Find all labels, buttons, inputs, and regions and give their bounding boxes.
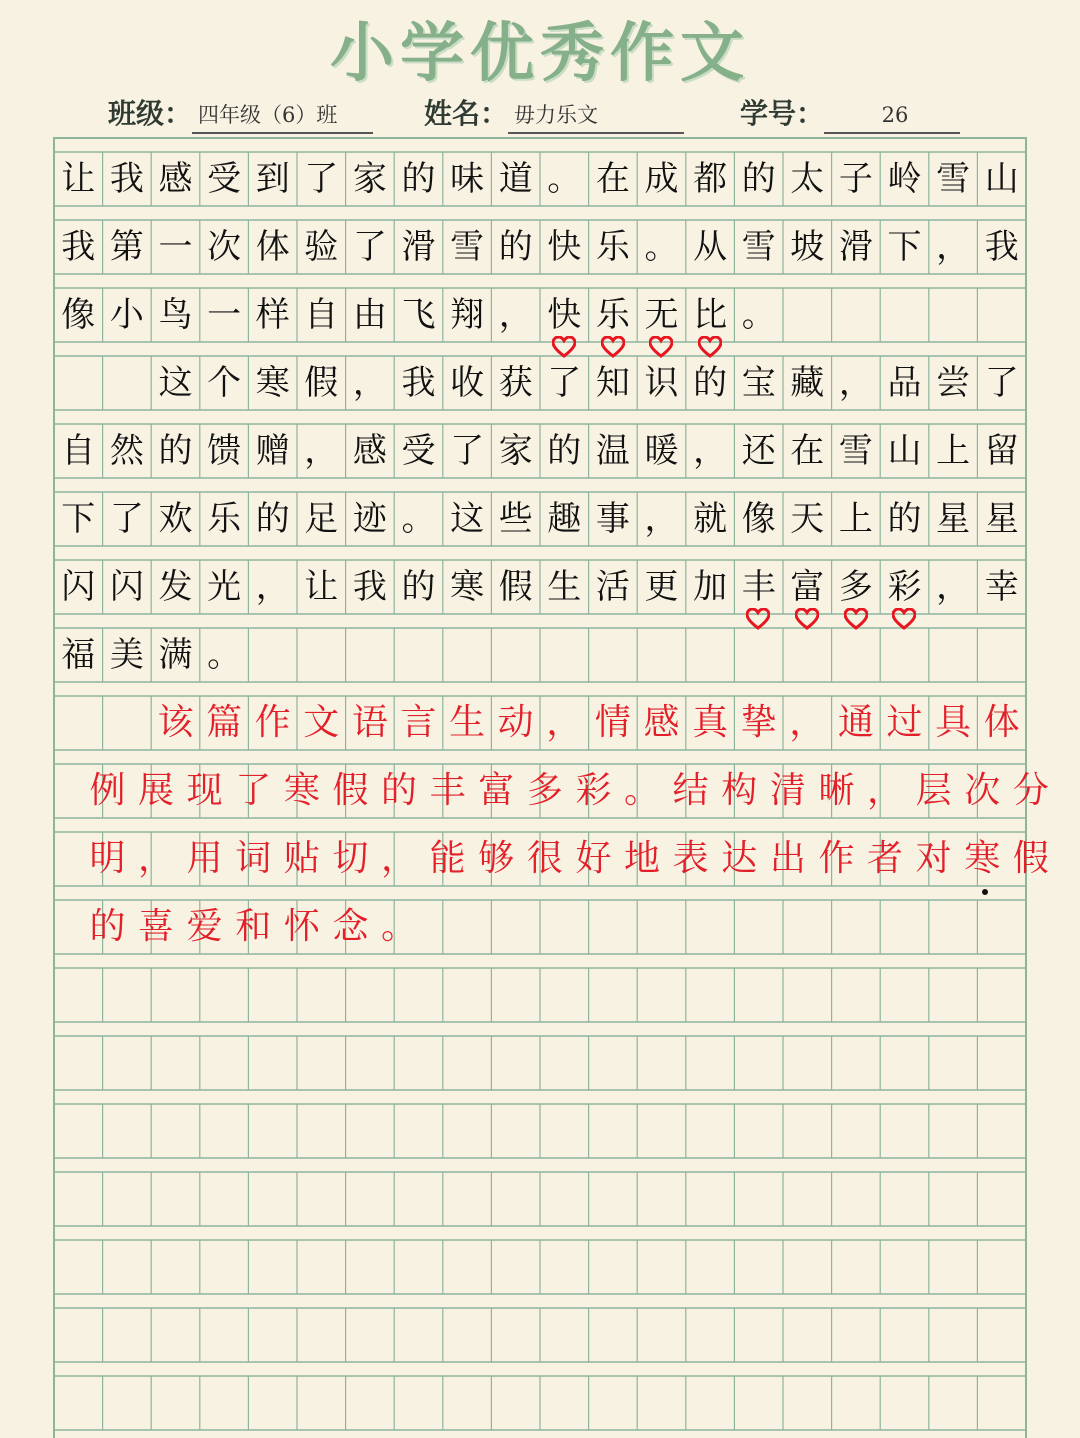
essay-char: 快 xyxy=(547,295,582,335)
essay-char: 收 xyxy=(450,363,485,403)
comment-char: 彩 xyxy=(575,770,612,811)
essay-char: 的 xyxy=(498,227,533,267)
comment-char: 够 xyxy=(478,838,515,879)
comment-char: 了 xyxy=(235,770,272,811)
comment-char: 生 xyxy=(449,702,486,743)
essay-char: 了 xyxy=(304,159,339,199)
name-value: 毋力乐文 xyxy=(508,98,684,134)
essay-char: 由 xyxy=(352,295,387,335)
comment-char: 喜 xyxy=(138,906,175,947)
comment-char: ， xyxy=(138,838,175,879)
essay-char: 太 xyxy=(790,159,825,199)
comment-char: 对 xyxy=(915,838,952,879)
comment-char: 多 xyxy=(526,770,563,811)
essay-char: 飞 xyxy=(401,295,436,335)
essay-char: 样 xyxy=(255,295,290,335)
comment-char: ， xyxy=(546,702,583,743)
essay-char: 寒 xyxy=(450,567,485,607)
essay-char: 了 xyxy=(352,227,387,267)
essay-char: 下 xyxy=(887,227,922,267)
comment-char: 清 xyxy=(769,770,806,811)
essay-char: 留 xyxy=(984,431,1019,471)
comment-char: 贴 xyxy=(283,838,320,879)
essay-char: 山 xyxy=(984,159,1019,199)
essay-char: ， xyxy=(304,431,339,471)
essay-char: 雪 xyxy=(936,159,971,199)
essay-char: 藏 xyxy=(790,363,825,403)
comment-char: 丰 xyxy=(429,770,466,811)
essay-char: 都 xyxy=(693,159,728,199)
comment-char: 表 xyxy=(672,838,709,879)
essay-char: 一 xyxy=(158,227,193,267)
comment-char: ， xyxy=(381,838,418,879)
comment-char: 晰 xyxy=(818,770,855,811)
essay-char: 的 xyxy=(401,567,436,607)
essay-char: 感 xyxy=(352,431,387,471)
essay-char: 了 xyxy=(547,363,582,403)
heart-icon xyxy=(649,336,673,358)
comment-char: 能 xyxy=(429,838,466,879)
comment-char: 切 xyxy=(332,838,369,879)
essay-char: 坡 xyxy=(790,227,825,267)
essay-char: 自 xyxy=(304,295,339,335)
essay-char: 次 xyxy=(207,227,242,267)
essay-char: 富 xyxy=(790,567,825,607)
essay-char: 了 xyxy=(984,363,1019,403)
comment-char: 作 xyxy=(818,838,855,879)
essay-char: 足 xyxy=(304,499,339,539)
essay-char: 我 xyxy=(61,227,96,267)
essay-char: 了 xyxy=(450,431,485,471)
comment-char: 假 xyxy=(1012,838,1049,879)
comment-char: 明 xyxy=(89,838,126,879)
comment-char: 次 xyxy=(964,770,1001,811)
comment-char: 结 xyxy=(672,770,709,811)
essay-char: 我 xyxy=(109,159,144,199)
essay-char: 温 xyxy=(595,431,630,471)
essay-char: 趣 xyxy=(547,499,582,539)
comment-char: 作 xyxy=(254,702,291,743)
comment-char: 语 xyxy=(351,702,388,743)
essay-char: 小 xyxy=(109,295,144,335)
essay-char xyxy=(54,356,103,410)
comment-char: 怀 xyxy=(283,906,320,947)
comment-char: 念 xyxy=(332,906,369,947)
comment-char: 层 xyxy=(915,770,952,811)
essay-char: 一 xyxy=(207,295,242,335)
heart-icon xyxy=(698,336,722,358)
essay-char: 的 xyxy=(401,159,436,199)
comment-char: 爱 xyxy=(186,906,223,947)
grid-row xyxy=(54,1104,1026,1158)
essay-char: 滑 xyxy=(838,227,873,267)
heart-icon xyxy=(746,608,770,630)
heart-icon xyxy=(795,608,819,630)
comment-char: 体 xyxy=(983,702,1020,743)
essay-char: 然 xyxy=(109,431,144,471)
essay-char: 。 xyxy=(547,159,582,199)
essay-char: 让 xyxy=(61,159,96,199)
essay-char: 体 xyxy=(255,227,290,267)
essay-char: 品 xyxy=(887,363,922,403)
comment-char: 的 xyxy=(381,770,418,811)
essay-char: 彩 xyxy=(887,567,922,607)
comment-char: 出 xyxy=(769,838,806,879)
comment-char: 通 xyxy=(837,702,874,743)
essay-char: 些 xyxy=(498,499,533,539)
essay-char: 天 xyxy=(790,499,825,539)
essay-char: 光 xyxy=(207,567,242,607)
essay-char: 星 xyxy=(984,499,1019,539)
essay-char: 。 xyxy=(741,295,776,335)
page-title: 小学优秀作文 xyxy=(330,16,750,91)
heart-icon xyxy=(892,608,916,630)
comment-char: 达 xyxy=(721,838,758,879)
essay-char: 感 xyxy=(158,159,193,199)
comment-char xyxy=(103,696,152,750)
comment-char: 词 xyxy=(235,838,272,879)
essay-char: 事 xyxy=(595,499,630,539)
essay-char: 子 xyxy=(838,159,873,199)
essay-char: 上 xyxy=(936,431,971,471)
essay-char: 山 xyxy=(887,431,922,471)
essay-char: 的 xyxy=(255,499,290,539)
essay-char: 的 xyxy=(741,159,776,199)
essay-char: 比 xyxy=(693,295,728,335)
essay-char: ， xyxy=(693,431,728,471)
essay-char: 闪 xyxy=(61,567,96,607)
essay-char: 让 xyxy=(304,567,339,607)
essay-char: 的 xyxy=(693,363,728,403)
comment-char: 言 xyxy=(400,702,437,743)
comment-char: 真 xyxy=(692,702,729,743)
comment-char: 动 xyxy=(497,702,534,743)
essay-char: ， xyxy=(255,567,290,607)
essay-char: 乐 xyxy=(207,499,242,539)
essay-char: 这 xyxy=(450,499,485,539)
essay-char: ， xyxy=(498,295,533,335)
essay-char: ， xyxy=(352,363,387,403)
essay-char: 美 xyxy=(109,635,144,675)
essay-char: 像 xyxy=(741,499,776,539)
essay-char: 雪 xyxy=(741,227,776,267)
essay-char: 在 xyxy=(595,159,630,199)
essay-char: 滑 xyxy=(401,227,436,267)
essay-char: 我 xyxy=(352,567,387,607)
essay-char: 还 xyxy=(741,431,776,471)
essay-char xyxy=(103,356,152,410)
essay-char: 的 xyxy=(547,431,582,471)
essay-char: 第 xyxy=(109,227,144,267)
comment-char: 地 xyxy=(624,838,661,879)
essay-char: 道 xyxy=(498,159,533,199)
class-value: 四年级（6）班 xyxy=(192,98,373,134)
essay-char: 更 xyxy=(644,567,679,607)
essay-char: 到 xyxy=(255,159,290,199)
grid-row xyxy=(54,1240,1026,1294)
essay-char: 闪 xyxy=(109,567,144,607)
essay-char: 验 xyxy=(304,227,339,267)
essay-char: 暖 xyxy=(644,431,679,471)
essay-char: 假 xyxy=(304,363,339,403)
essay-char: 了 xyxy=(109,499,144,539)
comment-char: 用 xyxy=(186,838,223,879)
comment-char: 寒 xyxy=(964,838,1001,879)
essay-char: 活 xyxy=(595,567,630,607)
essay-char: 鸟 xyxy=(158,295,193,335)
essay-char: 赠 xyxy=(255,431,290,471)
comment-char: 。 xyxy=(381,906,418,947)
essay-char: 。 xyxy=(401,499,436,539)
essay-char: 自 xyxy=(61,431,96,471)
comment-char: 和 xyxy=(235,906,272,947)
comment-char: 具 xyxy=(935,702,972,743)
essay-char: 家 xyxy=(352,159,387,199)
essay-char: 翔 xyxy=(450,295,485,335)
essay-char: 家 xyxy=(498,431,533,471)
essay-char: 就 xyxy=(693,499,728,539)
comment-char: 构 xyxy=(721,770,758,811)
essay-char: 个 xyxy=(207,363,242,403)
comment-char xyxy=(54,696,103,750)
essay-char: 快 xyxy=(547,227,582,267)
essay-char: 的 xyxy=(887,499,922,539)
essay-char: 宝 xyxy=(741,363,776,403)
essay-char: 加 xyxy=(693,567,728,607)
comment-char: 篇 xyxy=(206,702,243,743)
ink-dot xyxy=(982,889,988,895)
comment-char: ， xyxy=(867,770,904,811)
essay-char: ， xyxy=(644,499,679,539)
comment-char: 分 xyxy=(1012,770,1049,811)
comment-char: 例 xyxy=(89,770,126,811)
heart-icon xyxy=(552,336,576,358)
comment-char: 文 xyxy=(303,702,340,743)
comment-char: 好 xyxy=(575,838,612,879)
essay-char: 受 xyxy=(207,159,242,199)
class-label: 班级： xyxy=(108,97,193,130)
comment-char: 挚 xyxy=(740,702,777,743)
grid-row xyxy=(54,968,1026,1022)
essay-char: 成 xyxy=(644,159,679,199)
essay-char: 雪 xyxy=(450,227,485,267)
essay-char: 生 xyxy=(547,567,582,607)
comment-char: 该 xyxy=(157,702,194,743)
essay-char: 馈 xyxy=(207,431,242,471)
essay-char: 受 xyxy=(401,431,436,471)
essay-char: 寒 xyxy=(255,363,290,403)
essay-char: 像 xyxy=(61,295,96,335)
essay-char: ， xyxy=(936,227,971,267)
essay-char: 。 xyxy=(207,635,242,675)
essay-char: 下 xyxy=(61,499,96,539)
comment-char: 很 xyxy=(526,838,563,879)
heart-icon xyxy=(601,336,625,358)
essay-char: 幸 xyxy=(984,567,1019,607)
essay-char: 味 xyxy=(450,159,485,199)
essay-char: 尝 xyxy=(936,363,971,403)
name-label: 姓名： xyxy=(424,97,509,130)
comment-char: 现 xyxy=(186,770,223,811)
comment-char: 过 xyxy=(886,702,923,743)
essay-char: ， xyxy=(936,567,971,607)
essay-char: 识 xyxy=(644,363,679,403)
essay-char: 无 xyxy=(644,295,679,335)
comment-char: ， xyxy=(789,702,826,743)
essay-char: 多 xyxy=(838,567,873,607)
essay-char: 在 xyxy=(790,431,825,471)
essay-char: 乐 xyxy=(595,227,630,267)
grid-row xyxy=(54,1036,1026,1090)
number-value: 26 xyxy=(824,98,960,134)
comment-char: 。 xyxy=(624,770,661,811)
comment-char: 假 xyxy=(332,770,369,811)
comment-char: 感 xyxy=(643,702,680,743)
essay-char: 福 xyxy=(61,635,96,675)
essay-char: 迹 xyxy=(352,499,387,539)
essay-char: 获 xyxy=(498,363,533,403)
essay-char: 的 xyxy=(158,431,193,471)
essay-char: 乐 xyxy=(595,295,630,335)
comment-char: 寒 xyxy=(283,770,320,811)
essay-char: 我 xyxy=(984,227,1019,267)
grid-row xyxy=(54,1308,1026,1362)
essay-char: 从 xyxy=(693,227,728,267)
essay-char: 假 xyxy=(498,567,533,607)
heart-icon xyxy=(844,608,868,630)
essay-char: 上 xyxy=(838,499,873,539)
essay-char: 雪 xyxy=(838,431,873,471)
comment-char: 富 xyxy=(478,770,515,811)
essay-char: 这 xyxy=(158,363,193,403)
essay-char: 知 xyxy=(595,363,630,403)
essay-char: 欢 xyxy=(158,499,193,539)
essay-char: 岭 xyxy=(887,159,922,199)
comment-char: 情 xyxy=(594,702,631,743)
comment-char: 者 xyxy=(867,838,904,879)
essay-char: 丰 xyxy=(741,567,776,607)
essay-char: 。 xyxy=(644,227,679,267)
number-label: 学号： xyxy=(740,97,825,130)
grid-row xyxy=(54,1172,1026,1226)
essay-char: 星 xyxy=(936,499,971,539)
essay-char: 发 xyxy=(158,567,193,607)
essay-char: 我 xyxy=(401,363,436,403)
grid-row xyxy=(54,1376,1026,1430)
comment-char: 展 xyxy=(138,770,175,811)
essay-char: ， xyxy=(838,363,873,403)
essay-char: 满 xyxy=(158,635,193,675)
comment-char: 的 xyxy=(89,906,126,947)
